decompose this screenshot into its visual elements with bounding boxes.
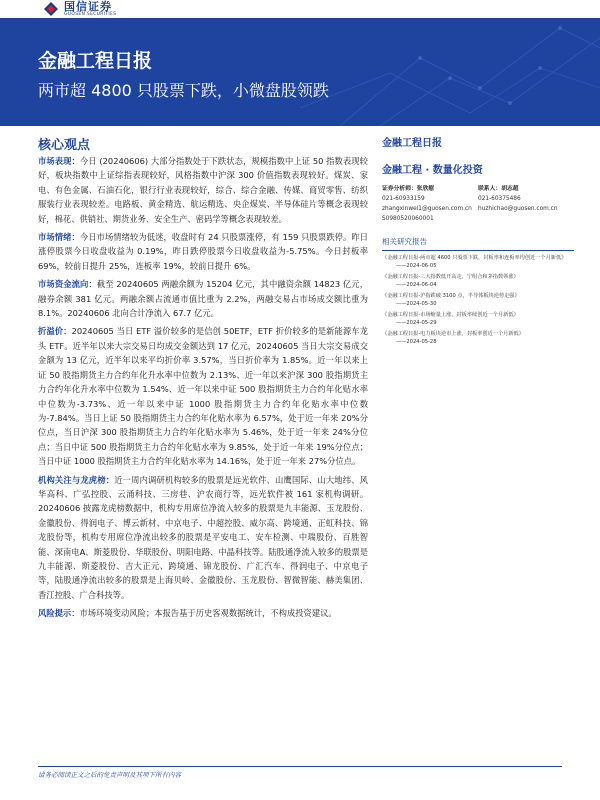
analyst-contact	[478, 184, 574, 224]
analyst-email: zhangxinwei1@guosen.com.cn	[382, 206, 472, 212]
guosen-logo	[44, 0, 116, 18]
related-report-title: 《金融工程日报-沪指跌破 3100 点，半导体板块逆势走强》	[382, 293, 520, 299]
contact-label: 联系人：胡志超	[478, 186, 519, 192]
related-reports-heading: 相关研究报告	[382, 236, 574, 251]
paragraph-lead: 市场情绪：	[38, 232, 80, 243]
analyst-phone: 021-60933159	[382, 196, 425, 202]
report-title: 金融工程日报	[38, 50, 153, 72]
related-report-title: 《金融工程日报-市场缩量上涨，封板率续创近一个月新低》	[382, 312, 519, 318]
related-report-item[interactable]	[382, 311, 574, 327]
top-bar	[0, 0, 600, 18]
related-report-item[interactable]	[382, 330, 574, 346]
core-views-heading: 核心观点	[38, 138, 91, 153]
related-report-title: 《金融工程日报-两市超 4600 只股票下跌，封板率和连板率均创近一个月新低》	[382, 255, 567, 261]
related-report-date: ——2024-05-29	[396, 320, 437, 326]
paragraph-institution-dragon-tiger	[38, 473, 368, 603]
title-banner	[0, 18, 600, 126]
paragraph-market-performance	[38, 154, 368, 226]
core-views-body	[38, 154, 368, 625]
footer-disclaimer: 请务必阅读正文之后的免责声明及其项下所有内容	[38, 771, 181, 779]
related-report-date: ——2024-05-30	[396, 301, 437, 307]
paragraph-premium-discount	[38, 324, 368, 468]
footer-divider	[38, 766, 562, 767]
analyst-license: S0980520060001	[382, 216, 434, 222]
sidebar	[382, 134, 574, 346]
guosen-logo-icon	[44, 2, 58, 16]
contact-phone: 021-60375486	[478, 196, 521, 202]
sidebar-category: 金融工程 · 数量化投资	[382, 165, 483, 176]
related-report-item[interactable]	[382, 254, 574, 270]
paragraph-lead: 风险提示：	[38, 608, 80, 619]
related-report-item[interactable]	[382, 292, 574, 308]
analyst-primary	[382, 184, 478, 224]
paragraph-text: 市场环境变动风险；本报告基于历史客观数据统计，不构成投资建议。	[79, 608, 337, 619]
paragraph-lead: 折溢价：	[38, 326, 72, 337]
related-report-date: ——2024-06-05	[396, 263, 437, 269]
related-report-title: 《金融工程日报-电力板块逆市上涨，封板率创近一个月新低》	[382, 331, 524, 337]
related-report-date: ——2024-06-04	[396, 282, 437, 288]
paragraph-text: 今日市场情绪较为低迷，收盘时有 24 只股票涨停，有 159 只股票跌停。昨日涨停股票今日收盘收益为 0.19%，昨日跌停股票今日收盘收益为-5.75%。今日封板率 69%，较前日提升 25%，连板率 19%，较前日提升 6%。	[38, 232, 368, 271]
report-subtitle: 两市超 4800 只股票下跌，小微盘股领跌	[38, 81, 329, 100]
paragraph-text: 近一周内调研机构较多的股票是远光软件、山鹰国际、山大地纬、风华高科、广弘控股、云涌科技、三房巷、沪农商行等，远光软件被 161 家机构调研。20240606 披露龙虎榜数据中，机构专用席位净流入较多的股票是九丰能源、玉龙股份、金徽股份、得润电子、博云新材、中京电子、中超控股、威尔高、跨境通、正虹科技、锦龙股份等，机构专用席位净流出较多的股票是平安电工、安车检测、中瑞股份、百胜智能、深南电A、斯菱股份、华联股份、明阳电路、中晶科技等。陆股通净流入较多的股票是九丰能源、斯菱股份、吉大正元、跨境通、锦龙股份、广汇汽车、得润电子、中京电子等，陆股通净流出较多的股票是上海贝岭、金徽股份、玉龙股份、智微智能、赫美集团、香江控股、广合科技等。	[38, 474, 368, 600]
analyst-label: 证券分析师：张欣慰	[382, 186, 435, 192]
logo-text-en: GUOSEN SECURITIES	[64, 11, 117, 17]
logo-text-zh: 国信证券	[64, 0, 112, 13]
related-report-item[interactable]	[382, 273, 574, 289]
paragraph-lead: 市场表现：	[38, 156, 80, 166]
paragraph-risk-warning	[38, 606, 368, 620]
paragraph-capital-flow	[38, 277, 368, 320]
related-report-date: ——2024-05-28	[396, 339, 437, 345]
paragraph-lead: 机构关注与龙虎榜：	[38, 474, 115, 485]
paragraph-text: 截至 20240605 两融余额为 15204 亿元，其中融资余额 14823 亿元，融券余额 381 亿元。两融余额占流通市值比重为 2.2%，两融交易占市场成交额比重为 8.1%。20240606 北向合计净流入 67.7 亿元。	[38, 279, 368, 319]
analyst-info	[382, 184, 574, 224]
contact-email: huzhichao@guosen.com.cn	[478, 206, 558, 212]
related-report-title: 《金融工程日报-三大指数低开高走，宁组合和茅指数领涨》	[382, 274, 519, 280]
banner-decoration	[300, 18, 600, 126]
sidebar-report-type: 金融工程日报	[382, 138, 442, 149]
paragraph-text: 20240605 当日 ETF 溢价较多的是信创 50ETF，ETF 折价较多的是新能源车龙头 ETF。近半年以来大宗交易日均成交金额达到 17 亿元，20240605 当日大宗交易成交金额为 13 亿元，近半年以来平均折价率 3.57%，当日折价率为 1.85%。近一年以来上证 50 股指期货主力合约年化升水率中位数为 2.13%、近一年以来沪深 300 股指期货主力合约年化升水率中位数为 1.54%、近一年以来中证 500 股指期货主力合约年化贴水率中位数为-3.73%、近一年以来中证 1000 股指期货主力合约年化贴水率中位数为-7.84%。当日上证 50 股指期货主力合约年化贴水率为 6.57%，处于近一年来 20%分位点，当日沪深 300 股指期货主力合约年化贴水率为 5.46%，处于近一年来 24%分位点；当日中证 500 股指期货主力合约年化贴水率为 9.85%，处于近一年来 19%分位点；当日中证 1000 股指期货主力合约年化贴水率为 14.16%，处于近一年来 27%分位点。	[38, 326, 368, 467]
paragraph-market-sentiment	[38, 230, 368, 273]
paragraph-lead: 市场资金流向：	[38, 279, 97, 290]
paragraph-text: 今日 (20240606) 大部分指数处于下跌状态，规模指数中上证 50 指数表现较好，板块指数中上证综指表现较好，风格指数中沪深 300 价值指数表现较好。煤炭、家电、有色金属、石油石化，银行行业表现较好，综合、综合金融、传媒、商贸零售、纺织服装行业表现较差。电路板、黄金精选、航运精选、央企煤炭、半导体硅片等概念表现较好，棉花、供销社、期货业务、安全生产、密码学等概念表现较差。	[38, 156, 368, 224]
